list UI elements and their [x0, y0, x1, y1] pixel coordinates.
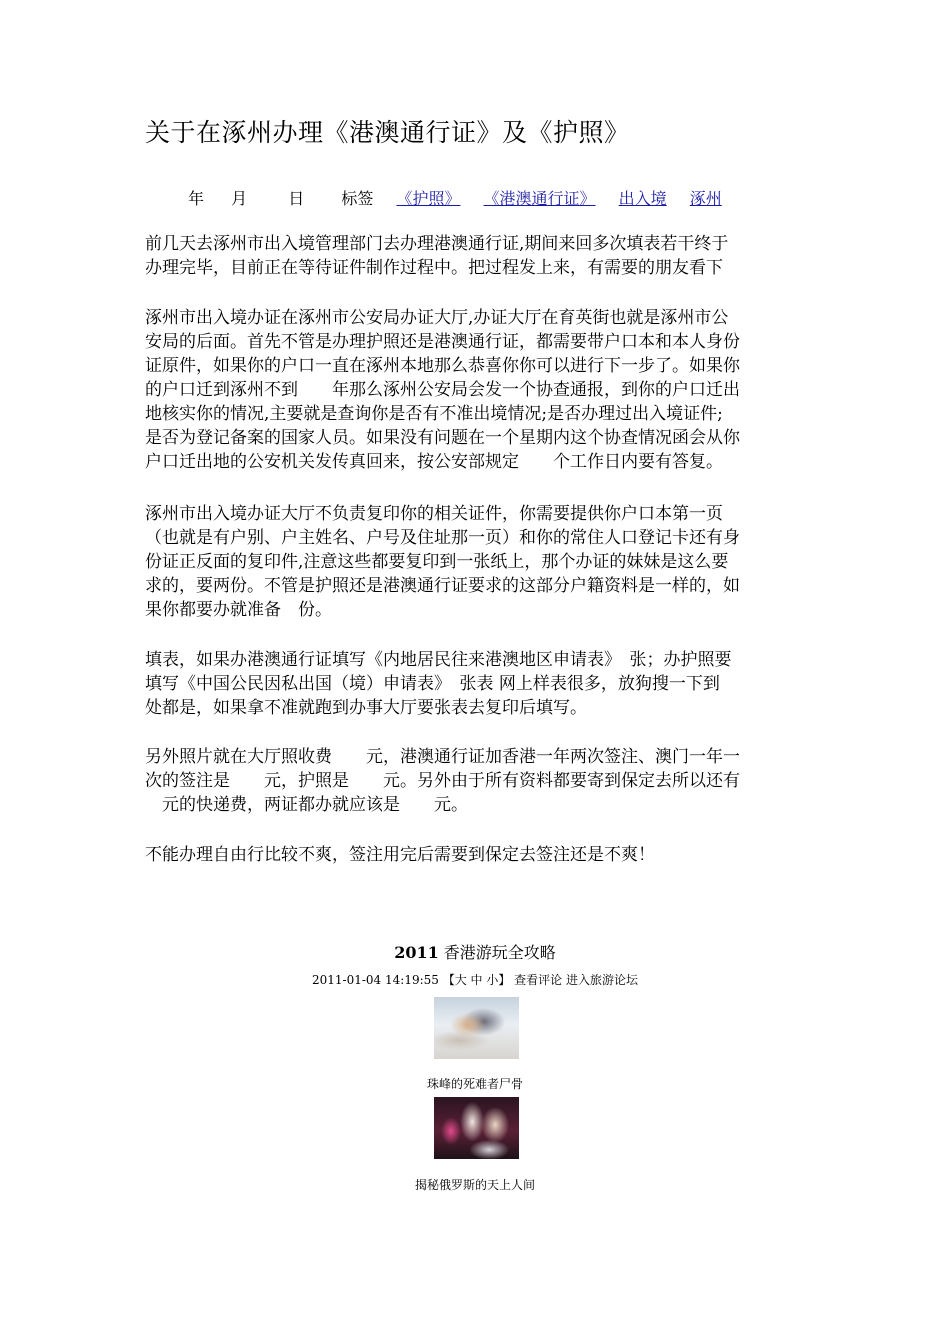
paragraph-line: 果你都要办就准备 份。	[145, 600, 332, 620]
paragraph-fees	[145, 745, 812, 817]
paragraph-line: 份证正反面的复印件,注意这些都要复印到一张纸上，那个办证的妹妹是这么要	[145, 552, 729, 572]
paragraph-intro	[145, 232, 812, 280]
paragraph-line: 安局的后面。首先不管是办理护照还是港澳通行证，都需要带户口本和本人身份	[145, 332, 740, 352]
meta-tags-label: 标签	[341, 189, 374, 208]
paragraph-line: 证原件，如果你的户口一直在涿州本地那么恭喜你你可以进行下一步了。如果你	[145, 356, 740, 376]
meta-day: 日	[288, 189, 305, 208]
paragraph-line: 处都是，如果拿不准就跑到办事大厅要张表去复印后填写。	[145, 698, 587, 718]
related-title-year: 2011	[394, 943, 439, 962]
thumbnail-caption[interactable]: 揭秘俄罗斯的天上人间	[414, 1178, 535, 1192]
paragraph-line: 是否为登记备案的国家人员。如果没有问题在一个星期内这个协查情况函会从你	[145, 428, 740, 448]
meta-month: 月	[231, 189, 248, 208]
paragraph-office-location	[145, 306, 812, 474]
paragraph-line: 户口迁出地的公安机关发传真回来，按公安部规定 个工作日内要有答复。	[145, 452, 723, 472]
related-meta: 2011-01-04 14:19:55 【大 中 小】 查看评论 进入旅游论坛	[312, 973, 638, 987]
paragraph-line: （也就是有户别、户主姓名、户号及住址那一页）和你的常住人口登记卡还有身	[145, 528, 740, 548]
paragraph-line: 的户口迁到涿州不到 年那么涿州公安局会发一个协查通报，到你的户口迁出	[145, 380, 740, 400]
paragraph-line: 填表，如果办港澳通行证填写《内地居民往来港澳地区申请表》 张；办护照要	[145, 650, 732, 670]
tag-link-hk-macau-permit[interactable]: 《港澳通行证》	[483, 189, 596, 208]
related-title[interactable]	[0, 940, 950, 963]
paragraph-copies	[145, 502, 812, 622]
tag-link-zhuozhou[interactable]: 涿州	[689, 189, 722, 208]
paragraph-line: 办理完毕，目前正在等待证件制作过程中。把过程发上来，有需要的朋友看下	[145, 258, 723, 278]
tag-link-exit-entry[interactable]: 出入境	[618, 189, 667, 208]
paragraph-line: 地核实你的情况,主要就是查询你是否有不准出境情况;是否办理过出入境证件;	[145, 404, 723, 424]
related-title-text: 香港游玩全攻略	[438, 943, 556, 962]
paragraph-line: 不能办理自由行比较不爽，签注用完后需要到保定去签注还是不爽！	[145, 845, 655, 865]
thumbnail-image[interactable]	[434, 997, 519, 1059]
article-meta	[188, 186, 722, 209]
paragraph-line: 前几天去涿州市出入境管理部门去办理港澳通行证,期间来回多次填表若干终于	[145, 234, 729, 254]
paragraph-line: 次的签注是 元，护照是 元。另外由于所有资料都要寄到保定去所以还有	[145, 771, 740, 791]
paragraph-line: 元的快递费，两证都办就应该是 元。	[145, 795, 468, 815]
paragraph-line: 涿州市出入境办证大厅不负责复印你的相关证件，你需要提供你户口本第一页	[145, 504, 723, 524]
paragraph-line: 另外照片就在大厅照收费 元，港澳通行证加香港一年两次签注、澳门一年一	[145, 747, 740, 767]
thumbnail-caption[interactable]: 珠峰的死难者尸骨	[426, 1077, 523, 1091]
paragraph-line: 填写《中国公民因私出国（境）申请表》 张表 网上样表很多，放狗搜一下到	[145, 674, 720, 694]
meta-year: 年	[188, 189, 205, 208]
tag-link-passport[interactable]: 《护照》	[396, 189, 461, 208]
article-title: 关于在涿州办理《港澳通行证》及《护照》	[145, 118, 630, 147]
paragraph-line: 求的，要两份。不管是护照还是港澳通行证要求的这部分户籍资料是一样的，如	[145, 576, 740, 596]
thumbnail-image[interactable]	[434, 1097, 519, 1159]
paragraph-conclusion	[145, 843, 812, 867]
paragraph-forms	[145, 648, 812, 720]
paragraph-line: 涿州市出入境办证在涿州市公安局办证大厅,办证大厅在育英街也就是涿州市公	[145, 308, 729, 328]
